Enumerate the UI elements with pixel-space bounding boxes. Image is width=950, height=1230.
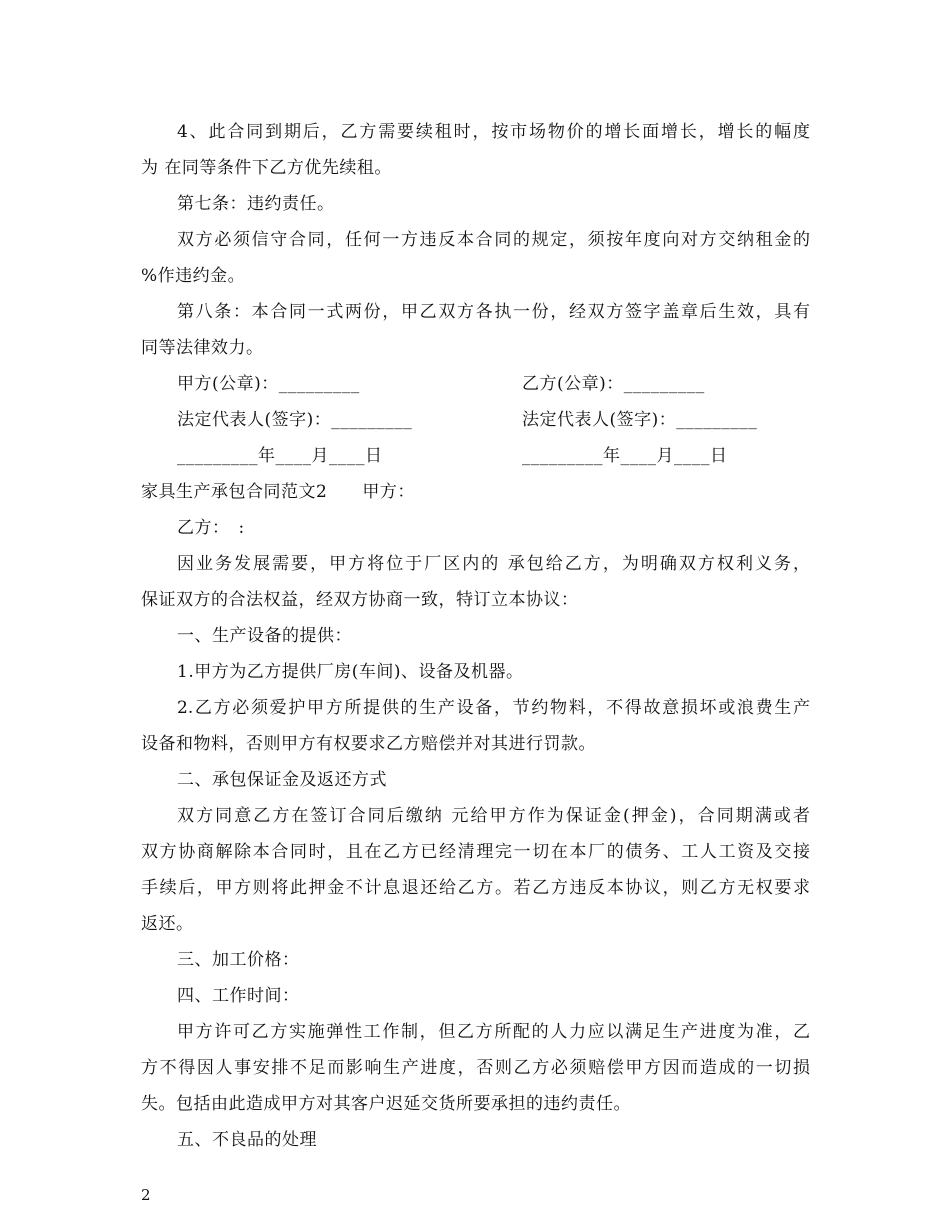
date-field-party-a: _________年____月____日 xyxy=(177,446,383,466)
signature-field-party-a: 甲方(公章)：_________ xyxy=(177,374,360,394)
section-heading: 第七条：违约责任。 xyxy=(177,194,335,214)
paragraph-line: 返还。 xyxy=(141,914,194,934)
paragraph-line: 双方协商解除本合同时，且在乙方已经清理完一切在本厂的债务、工人工资及交接 xyxy=(141,842,810,862)
section-heading: 四、工作时间： xyxy=(177,986,300,1006)
paragraph-line: 同等法律效力。 xyxy=(141,338,264,358)
contract-title: 家具生产承包合同范文2 甲方： xyxy=(141,482,415,502)
paragraph-line: 双方必须信守合同，任何一方违反本合同的规定，须按年度向对方交纳租金的 xyxy=(177,230,810,250)
list-item: 2.乙方必须爱护甲方所提供的生产设备，节约物料，不得故意损坏或浪费生产 xyxy=(177,698,810,718)
signature-field-party-b: 乙方(公章)：_________ xyxy=(522,374,705,394)
representative-field-party-b: 法定代表人(签字)：_________ xyxy=(522,410,758,430)
section-heading: 一、生产设备的提供： xyxy=(177,626,352,646)
party-b-line: 乙方： : xyxy=(177,518,245,538)
paragraph-line: 为 在同等条件下乙方优先续租。 xyxy=(141,158,392,178)
section-heading: 五、不良品的处理 xyxy=(177,1130,317,1150)
paragraph-line: 双方同意乙方在签订合同后缴纳 元给甲方作为保证金(押金)，合同期满或者 xyxy=(177,806,810,826)
page-number: 2 xyxy=(141,1186,151,1204)
paragraph-line: 失。包括由此造成甲方对其客户迟延交货所要承担的违约责任。 xyxy=(141,1094,631,1114)
paragraph-line: 保证双方的合法权益，经双方协商一致，特订立本协议： xyxy=(141,590,579,610)
paragraph-line: 设备和物料，否则甲方有权要求乙方赔偿并对其进行罚款。 xyxy=(141,734,596,754)
paragraph-line: 手续后，甲方则将此押金不计息退还给乙方。若乙方违反本协议，则乙方无权要求 xyxy=(141,878,810,898)
paragraph-line: 4、此合同到期后，乙方需要续租时，按市场物价的增长面增长，增长的幅度 xyxy=(177,122,810,142)
representative-field-party-a: 法定代表人(签字)：_________ xyxy=(177,410,413,430)
section-heading: 二、承包保证金及返还方式 xyxy=(177,770,387,790)
paragraph-line: 第八条：本合同一式两份，甲乙双方各执一份，经双方签字盖章后生效，具有 xyxy=(177,302,810,322)
date-field-party-b: _________年____月____日 xyxy=(522,446,728,466)
paragraph-line: 甲方许可乙方实施弹性工作制，但乙方所配的人力应以满足生产进度为准，乙 xyxy=(177,1022,810,1042)
paragraph-line: %作违约金。 xyxy=(141,266,246,286)
list-item: 1.甲方为乙方提供厂房(车间)、设备及机器。 xyxy=(177,662,524,682)
paragraph-line: 因业务发展需要，甲方将位于厂区内的 承包给乙方，为明确双方权利义务， xyxy=(177,554,810,574)
section-heading: 三、加工价格： xyxy=(177,950,300,970)
paragraph-line: 方不得因人事安排不足而影响生产进度，否则乙方必须赔偿甲方因而造成的一切损 xyxy=(141,1058,810,1078)
